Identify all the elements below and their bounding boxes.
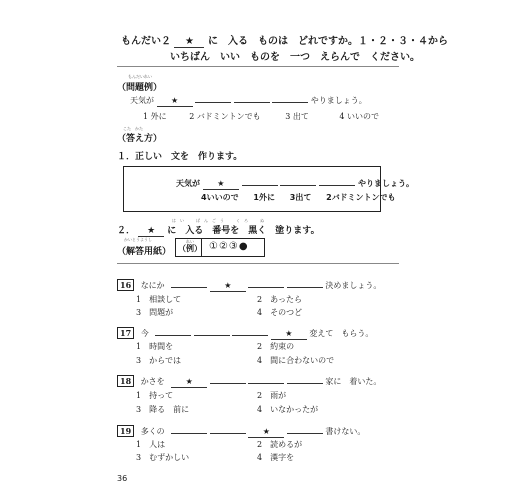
option-num: 3 xyxy=(136,405,142,414)
q19-opt4 xyxy=(257,452,294,463)
option-text: 時間を xyxy=(149,342,174,351)
q19-opt1 xyxy=(136,439,165,450)
option-text: 出て xyxy=(292,112,309,121)
blank xyxy=(272,93,308,103)
answer-label: （答え方） xyxy=(117,134,163,144)
ruby: れい xyxy=(186,239,194,244)
instruction-prefix: もんだい２ xyxy=(121,36,171,47)
option-text: からでは xyxy=(149,356,182,365)
option-num: 2 xyxy=(257,295,263,304)
option-num: 2 xyxy=(257,440,263,449)
blank xyxy=(234,93,270,103)
option-num: 1 xyxy=(143,112,149,121)
option-num: 3 xyxy=(136,453,142,462)
blank xyxy=(155,326,191,336)
q18-opt3 xyxy=(136,404,189,415)
step-1: １．正しい 文を 作ります。 xyxy=(117,152,243,162)
q16-opt3 xyxy=(136,307,173,318)
question-18 xyxy=(117,374,381,388)
q16-opt1 xyxy=(136,294,181,305)
q16-opt4 xyxy=(257,307,302,318)
option-num: 1 xyxy=(136,295,142,304)
ordered-option: 1外に xyxy=(253,193,275,202)
step-text: に 入る 番号を 黒く 塗ります。 xyxy=(167,226,320,236)
sentence-end: やりましょう。 xyxy=(310,96,367,105)
option-text: いなかったが xyxy=(270,405,319,414)
blank xyxy=(287,424,323,434)
example-label: （問題例） xyxy=(117,83,163,93)
question-19 xyxy=(117,424,365,438)
q18-opt2 xyxy=(257,390,286,401)
blank xyxy=(319,176,355,186)
option-num: 1 xyxy=(136,391,142,400)
q17-opt2 xyxy=(257,341,294,352)
option-num: 4 xyxy=(257,356,263,365)
blank xyxy=(195,93,231,103)
q18-opt1 xyxy=(136,390,173,401)
ordered-option: 3出て xyxy=(289,193,312,202)
option-text: 外に xyxy=(150,112,167,121)
option-text: 読めるが xyxy=(270,440,303,449)
star-icon: ★ xyxy=(285,329,293,338)
option-text: 漢字を xyxy=(270,453,295,462)
q18-opt4 xyxy=(257,404,318,415)
q19-opt2 xyxy=(257,439,302,450)
blank xyxy=(248,278,284,288)
star-blank xyxy=(174,37,204,48)
star-blank xyxy=(248,427,284,438)
star-blank xyxy=(157,96,193,107)
option-text: 人は xyxy=(149,440,166,449)
step-num: ２． xyxy=(117,226,136,236)
page-number: 36 xyxy=(117,474,128,483)
star-blank xyxy=(203,179,239,190)
question-text: 家に 着いた。 xyxy=(325,377,382,386)
q17-opt4 xyxy=(257,355,334,366)
instruction-line-2: いちばん いい ものを 一つ えらんで ください。 xyxy=(170,52,420,63)
ruby: もんだいれい xyxy=(128,74,152,79)
q17-opt3 xyxy=(136,355,181,366)
ruby: こた かた xyxy=(123,126,143,131)
question-text: 決めましょう。 xyxy=(325,281,382,290)
blank xyxy=(232,326,268,336)
question-text: 今 xyxy=(140,329,149,338)
option-text: バドミントンでも xyxy=(196,112,261,121)
blank xyxy=(248,374,284,384)
answer-sheet-label: （解答用紙） xyxy=(117,247,172,257)
star-icon: ★ xyxy=(262,427,270,436)
option-num: 4 xyxy=(339,112,345,121)
star-icon: ★ xyxy=(185,377,193,386)
option-num: 1 xyxy=(136,440,142,449)
question-text: かさを xyxy=(140,377,165,386)
option-num: 3 xyxy=(136,308,142,317)
ruby: はい ばんごう くろ ぬ xyxy=(172,218,268,223)
step-2 xyxy=(117,223,320,237)
option-text: あったら xyxy=(270,295,303,304)
option-text: 持って xyxy=(149,391,174,400)
sentence-end: やりましょう。 xyxy=(357,179,414,188)
sentence-start: 天気が xyxy=(176,179,200,188)
ordered-option: 4いいので xyxy=(201,193,239,202)
option-text: 降る 前に xyxy=(149,405,190,414)
question-number: 17 xyxy=(117,327,134,339)
answer-marks: ①②③● xyxy=(209,241,249,252)
option-num: 2 xyxy=(257,342,263,351)
question-number: 19 xyxy=(117,425,134,437)
option-num: 2 xyxy=(257,391,263,400)
option-text: 間に合わないので xyxy=(270,356,335,365)
example-options xyxy=(143,111,379,122)
option-num: 2 xyxy=(189,112,195,121)
option-num: 3 xyxy=(285,112,291,121)
question-number: 16 xyxy=(117,279,134,291)
option-text: 問題が xyxy=(149,308,174,317)
blank xyxy=(171,424,207,434)
option-text: 雨が xyxy=(270,391,287,400)
option-text: 相談して xyxy=(149,295,182,304)
instruction-line-1 xyxy=(121,32,448,48)
example-mark-label: （例） xyxy=(178,244,202,253)
blank xyxy=(287,374,323,384)
star-blank xyxy=(271,329,307,340)
question-text: 変えて もらう。 xyxy=(309,329,374,338)
divider xyxy=(117,263,399,264)
blank xyxy=(242,176,278,186)
divider xyxy=(117,66,399,67)
q16-opt2 xyxy=(257,294,302,305)
q19-opt3 xyxy=(136,452,189,463)
star-icon: ★ xyxy=(185,36,194,47)
q17-opt1 xyxy=(136,341,173,352)
star-icon: ★ xyxy=(170,96,179,105)
star-blank xyxy=(171,377,207,388)
blank xyxy=(210,424,246,434)
star-icon: ★ xyxy=(224,281,232,290)
question-text: 書けない。 xyxy=(325,427,366,436)
example-sentence xyxy=(130,93,367,107)
option-text: そのつど xyxy=(270,308,303,317)
star-blank xyxy=(138,226,164,237)
option-num: 3 xyxy=(136,356,142,365)
blank xyxy=(280,176,316,186)
ordered-option: 2バドミントンでも xyxy=(326,193,396,202)
instruction-suffix: に 入る ものは どれですか。１・２・３・４から xyxy=(207,36,448,47)
blank xyxy=(194,326,230,336)
star-icon: ★ xyxy=(217,179,225,188)
sentence-start: 天気が xyxy=(130,96,154,105)
option-num: 4 xyxy=(257,453,263,462)
box-line-1 xyxy=(176,176,414,190)
option-num: 1 xyxy=(136,342,142,351)
box-line-2 xyxy=(201,192,396,203)
option-num: 4 xyxy=(257,308,263,317)
option-text: 約束の xyxy=(270,342,295,351)
star-blank xyxy=(210,281,246,292)
option-text: いいので xyxy=(347,112,380,121)
question-text: なにか xyxy=(140,281,165,290)
ruby: かいとうようし xyxy=(124,237,152,242)
option-text: むずかしい xyxy=(149,453,190,462)
option-num: 4 xyxy=(257,405,263,414)
blank xyxy=(210,374,246,384)
blank xyxy=(171,278,207,288)
question-16 xyxy=(117,278,381,292)
star-icon: ★ xyxy=(147,226,156,236)
blank xyxy=(287,278,323,288)
question-17 xyxy=(117,326,373,340)
question-text: 多くの xyxy=(140,427,165,436)
question-number: 18 xyxy=(117,375,134,387)
